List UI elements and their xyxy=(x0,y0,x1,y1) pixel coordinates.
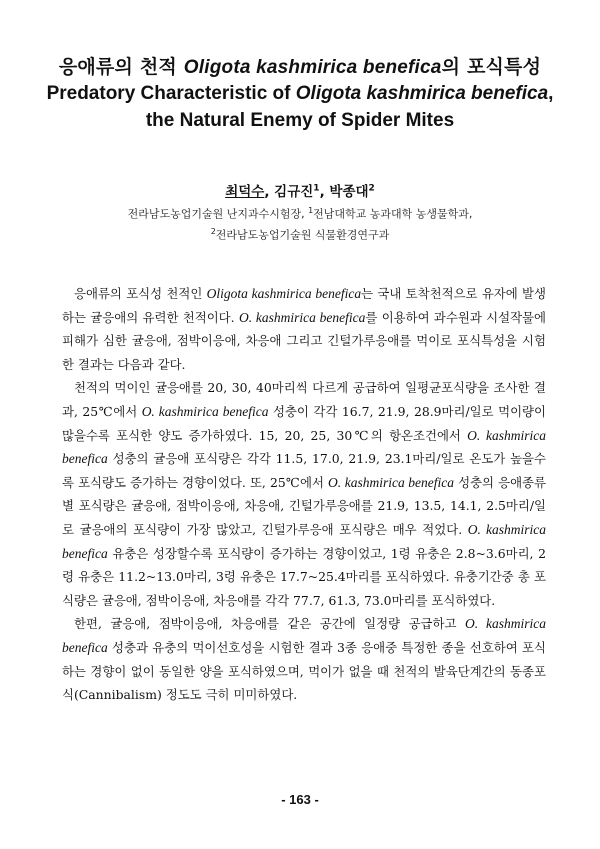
paragraph-2: 천적의 먹이인 귤응애를 20, 30, 40마리씩 다르게 공급하여 일평균포식량을 조사한 결과, 25℃에서 O. kashmirica benefica 성충이 각각 16.7, 21.9, 28.9마리/일로 먹이량이 많을수록 포식한 양도 증가하였다. 15, 20, 25, 30℃의 항온조건에서 O. kashmirica benefica 성충의 귤응애 포식량은 각각 11.5, 17.0, 21.9, 23.1마리/일로 온도가 높을수록 포식량도 증가하는 경향이었다. 또, 25℃에서 O. kashmirica benefica 성충의 응애종류별 포식량은 귤응애, 점박이응애, 차응애, 긴털가루응애를 21.9, 13.5, 14.1, 2.5마리/일로 귤응애의 포식량이 가장 많았고, 긴털가루응애 포식량은 매우 적었다. O. kashmirica benefica 유충은 성장할수록 포식량이 증가하는 경향이었고, 1령 유충은 2.8~3.6마리, 2령 유충은 11.2~13.0마리, 3령 유충은 17.7~25.4마리를 포식하였다. 유충기간중 총 포식량은 귤응애, 점박이응애, 차응애를 각각 77.7, 61.3, 73.0마리를 포식하였다. xyxy=(62,380,546,608)
author: 박종대$^2$ xyxy=(329,183,375,200)
affiliation-line-1: 전라남도농업기술원 난지과수시험장, $^1$전남대학교 농과대학 농생물학과, xyxy=(127,206,473,221)
page-number: - 163 - xyxy=(281,792,319,807)
title-english: Predatory Characteristic of Oligota kashmirica benefica, the Natural Enemy of Spider Mites xyxy=(46,83,554,131)
abstract-body xyxy=(62,282,546,707)
author: 김규진$^1$, xyxy=(274,183,330,200)
affiliations xyxy=(0,202,600,243)
affiliation-line-2: $^2$전라남도농업기술원 식물환경연구과 xyxy=(210,226,390,242)
paragraph-3: 한편, 귤응애, 점박이응애, 차응애를 같은 공간에 일정량 공급하고 O. kashmirica benefica 성충과 유충의 먹이선호성을 시험한 결과 3종 응애중 특정한 종을 선호하여 포식하는 경향이 없이 동일한 양을 포식하였으며, 먹이가 없을 때 천적의 발육단계간의 동종포식(Cannibalism) 정도도 극히 미미하였다. xyxy=(62,616,546,703)
title-english-species: Oligota kashmirica benefica xyxy=(295,83,549,104)
title-korean-species: Oligota kashmirica benefica xyxy=(183,57,442,78)
author-list xyxy=(0,180,600,200)
author: 최덕수, xyxy=(225,184,275,200)
paragraph-1: 응애류의 포식성 천적인 Oligota kashmirica benefica는 국내 토착천적으로 유자에 발생하는 귤응애의 유력한 천적이다. O. kashmirica benefica를 이용하여 과수원과 시설작물에 피해가 심한 귤응애, 점박이응애, 차응애 그리고 긴털가루응애를 먹이로 포식특성을 시험한 결과는 다음과 같다. xyxy=(62,286,547,372)
title-korean: 응애류의 천적 Oligota kashmirica benefica의 포식특성 xyxy=(58,56,542,78)
